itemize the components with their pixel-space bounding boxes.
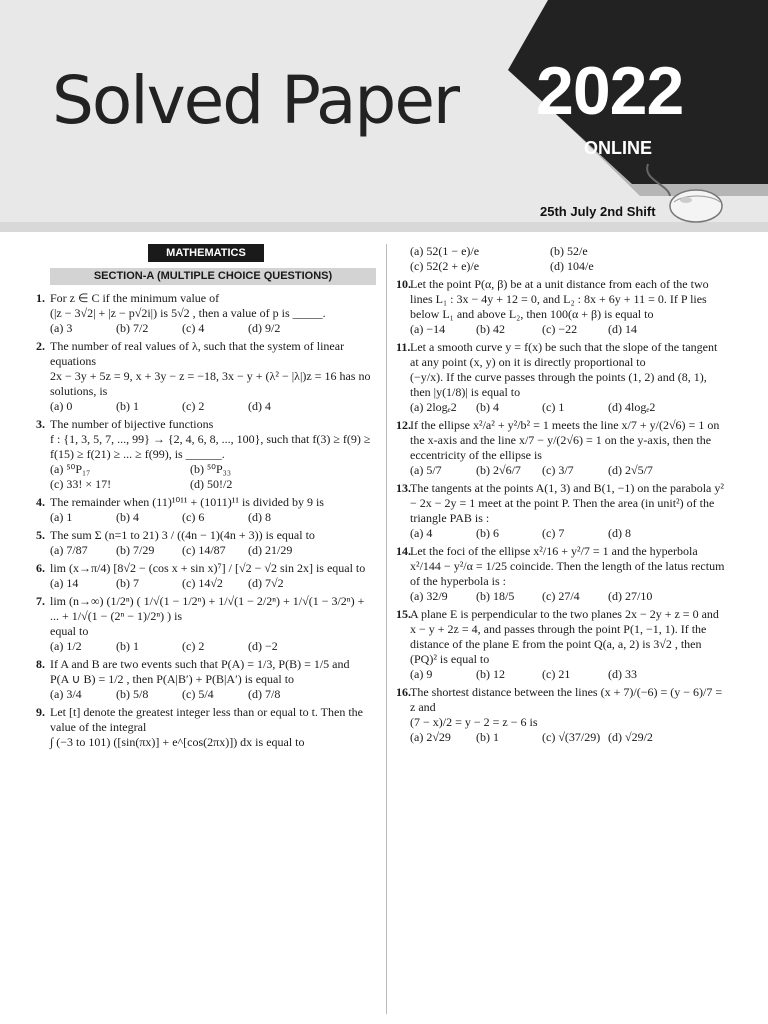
- option: (c) 2: [182, 639, 205, 653]
- option: (a) 2logₑ2: [410, 400, 457, 414]
- question-number: 8.: [36, 657, 45, 671]
- option: (a) 9: [410, 667, 433, 681]
- question-extra: (|z − 3√2| + |z − p√2i|) is 5√2 , then a value of p is _____.: [50, 306, 326, 320]
- question-extra: x²/144 − y²/α = 1/25 coincide. Then the length of the latus rectum of the hyperbola is :: [410, 559, 725, 588]
- option: (c) 27/4: [542, 589, 580, 603]
- option: (d) 2√5/7: [608, 463, 653, 477]
- option: (b) 1: [116, 639, 139, 653]
- option: (a) 52(1 − e)/e: [410, 244, 480, 258]
- option: (b) 4: [116, 510, 139, 524]
- option: (c) 7: [542, 526, 565, 540]
- option: (c) 1: [542, 400, 565, 414]
- option: (c) 21: [542, 667, 571, 681]
- option: (d) 4: [248, 399, 271, 413]
- option: (d) 14: [608, 322, 637, 336]
- question-number: 10.: [396, 277, 411, 291]
- question-2: [36, 339, 376, 414]
- question-number: 13.: [396, 481, 411, 495]
- question-text: Let the foci of the ellipse x²/16 + y²/7 = 1 and the hyperbola: [410, 544, 698, 558]
- question-text: The sum Σ (n=1 to 21) 3 / ((4n − 1)(4n + 3)) is equal to: [50, 528, 315, 542]
- option: (c) 2: [182, 399, 205, 413]
- option: (a) 7/87: [50, 543, 88, 557]
- question-extra: the x-axis and the line x/7 − y/(2√6) = 1 on the y-axis, then the eccentricity of the ellipse is: [410, 433, 712, 462]
- option: (b) ⁵⁰P₃₃: [190, 462, 232, 476]
- option: (a) 3/4: [50, 687, 82, 701]
- question-number: 4.: [36, 495, 45, 509]
- question-7: [36, 594, 376, 654]
- option: (b) 1: [476, 730, 499, 744]
- option: (a) 1/2: [50, 639, 82, 653]
- question-extra: (7 − x)/2 = y − 2 = z − 6 is: [410, 715, 538, 729]
- section-heading: SECTION-A (MULTIPLE CHOICE QUESTIONS): [50, 268, 376, 285]
- option: (d) 21/29: [248, 543, 293, 557]
- option: (d) 8: [608, 526, 631, 540]
- question-text: Let [t] denote the greatest integer less than or equal to t. Then the value of the integral: [50, 705, 364, 734]
- option: (a) 0: [50, 399, 73, 413]
- question-number: 15.: [396, 607, 411, 621]
- option: (c) 14/87: [182, 543, 226, 557]
- left-column: [36, 244, 376, 753]
- option: (d) 8: [248, 510, 271, 524]
- question-13: [396, 481, 726, 541]
- question-text: The number of real values of λ, such that the system of linear equations: [50, 339, 345, 368]
- option: (c) √(37/29): [542, 730, 601, 744]
- question-number: 9.: [36, 705, 45, 719]
- column-divider: [386, 244, 387, 1014]
- option: (b) 18/5: [476, 589, 515, 603]
- question-text: If A and B are two events such that P(A) = 1/3, P(B) = 1/5 and: [50, 657, 350, 671]
- option: (b) 6: [476, 526, 499, 540]
- option: (c) 52(2 + e)/e: [410, 259, 480, 273]
- question-number: 3.: [36, 417, 45, 431]
- question-6: [36, 561, 376, 591]
- question-number: 7.: [36, 594, 45, 608]
- option: (a) 3: [50, 321, 73, 335]
- question-15: [396, 607, 726, 682]
- question-text: lim (x→π/4) [8√2 − (cos x + sin x)⁷] / [√2 − √2 sin 2x] is equal to: [50, 561, 366, 575]
- option: (c) 5/4: [182, 687, 214, 701]
- exam-mode: ONLINE: [584, 138, 653, 158]
- question-8: [36, 657, 376, 702]
- question-number: 5.: [36, 528, 45, 542]
- option: (b) 7/2: [116, 321, 149, 335]
- question-extra: f : {1, 3, 5, 7, ..., 99} → {2, 4, 6, 8, ..., 100}, such that f(3) ≥ f(9) ≥ f(15) ≥ f(21) ≥ ... ≥ f(99), is ______.: [50, 432, 371, 461]
- question-text: Let the point P(α, β) be at a unit distance from each of the two lines L₁ : 3x − 4y + 12 = 0, and L₂ : 8x + 6y + 11 = 0. If P lies below L₁ and above L₂, then 100(α + β) is equal to: [410, 277, 709, 321]
- option: (d) 7/8: [248, 687, 281, 701]
- option: (b) 7/29: [116, 543, 155, 557]
- option: (a) 5/7: [410, 463, 442, 477]
- option: (a) 4: [410, 526, 433, 540]
- question-extra: P(A ∪ B) = 1/2 , then P(A|B′) + P(B|A′) is equal to: [50, 672, 295, 686]
- option: (d) 7√2: [248, 576, 284, 590]
- option: (b) 42: [476, 322, 505, 336]
- option: (c) 33! × 17!: [50, 477, 112, 491]
- option: (b) 7: [116, 576, 139, 590]
- option: (c) 3/7: [542, 463, 574, 477]
- option: (d) 33: [608, 667, 637, 681]
- question-9: [36, 705, 376, 750]
- option: (b) 2√6/7: [476, 463, 521, 477]
- question-number: 14.: [396, 544, 411, 558]
- option: (b) 12: [476, 667, 505, 681]
- question-text: The shortest distance between the lines (x + 7)/(−6) = (y − 6)/7 = z and: [410, 685, 723, 714]
- question-number: 11.: [396, 340, 411, 354]
- option: (a) 14: [50, 576, 79, 590]
- question-16: [396, 685, 726, 745]
- option: (a) 32/9: [410, 589, 448, 603]
- option: (d) 50!/2: [190, 477, 233, 491]
- question-3: [36, 417, 376, 492]
- question-extra: equal to: [50, 624, 89, 638]
- question-text: If the ellipse x²/a² + y²/b² = 1 meets the line x/7 + y/(2√6) = 1 on: [410, 418, 720, 432]
- question-12: [396, 418, 726, 478]
- option: (b) 5/8: [116, 687, 149, 701]
- option: (a) ⁵⁰P₁₇: [50, 462, 91, 476]
- exam-year: 2022: [536, 53, 684, 129]
- option: (a) 1: [50, 510, 73, 524]
- question-4: [36, 495, 376, 525]
- question-10: [396, 277, 726, 337]
- computer-mouse-icon: [640, 160, 724, 230]
- question-number: 6.: [36, 561, 45, 575]
- question-extra: ∫ (−3 to 101) ([sin(πx)] + e^[cos(2πx)]) dx is equal to: [50, 735, 305, 749]
- option: (a) 2√29: [410, 730, 451, 744]
- exam-shift: 25th July 2nd Shift: [540, 204, 656, 219]
- header-banner: [0, 0, 768, 232]
- question-text: The number of bijective functions: [50, 417, 214, 431]
- question-number: 12.: [396, 418, 411, 432]
- right-column: [396, 244, 726, 748]
- question-number: 1.: [36, 291, 45, 305]
- option: (c) 4: [182, 321, 205, 335]
- option: (d) √29/2: [608, 730, 653, 744]
- page-title: Solved Paper: [52, 62, 459, 139]
- option: (a) −14: [410, 322, 446, 336]
- option: (c) 6: [182, 510, 205, 524]
- question-number: 2.: [36, 339, 45, 353]
- question-11: [396, 340, 726, 415]
- option: (c) 14√2: [182, 576, 223, 590]
- question-14: [396, 544, 726, 604]
- question-text: lim (n→∞) (1/2ⁿ) ( 1/√(1 − 1/2ⁿ) + 1/√(1 − 2/2ⁿ) + 1/√(1 − 3/2ⁿ) + ... + 1/√(1 − (2ⁿ − 1)/2ⁿ) ) is: [50, 594, 365, 623]
- option: (d) 4logₑ2: [608, 400, 656, 414]
- option: (d) −2: [248, 639, 278, 653]
- subject-heading: MATHEMATICS: [148, 244, 264, 262]
- question-text: Let a smooth curve y = f(x) be such that the slope of the tangent at any point (x, y) on it is directly proportional to: [410, 340, 718, 369]
- question-extra: (−y/x). If the curve passes through the points (1, 2) and (8, 1), then |y(1/8)| is equal to: [410, 370, 707, 399]
- question-extra: 2x − 3y + 5z = 9, x + 3y − z = −18, 3x − y + (λ² − |λ|)z = 16 has no solutions, is: [50, 369, 371, 398]
- option: (b) 52/e: [550, 244, 588, 258]
- question-9-options: [396, 244, 726, 274]
- question-text: The remainder when (11)¹⁰¹¹ + (1011)¹¹ is divided by 9 is: [50, 495, 324, 509]
- option: (b) 1: [116, 399, 139, 413]
- question-text: A plane E is perpendicular to the two planes 2x − 2y + z = 0 and x − y + 2z = 4, and passes through the point P(1, −1, 1). If the distance of the plane E from the point Q(a, a, 2) is 3√2 , then (PQ)² is equal to: [410, 607, 719, 666]
- option: (d) 104/e: [550, 259, 594, 273]
- option: (b) 4: [476, 400, 499, 414]
- question-1: [36, 291, 376, 336]
- option: (d) 27/10: [608, 589, 653, 603]
- question-5: [36, 528, 376, 558]
- question-text: For z ∈ C if the minimum value of: [50, 291, 220, 305]
- option: (d) 9/2: [248, 321, 281, 335]
- question-text: The tangents at the points A(1, 3) and B(1, −1) on the parabola y² − 2x − 2y = 1 meet at the point P. Then the area (in unit²) of the triangle PAB is :: [410, 481, 724, 525]
- option: (c) −22: [542, 322, 578, 336]
- question-number: 16.: [396, 685, 411, 699]
